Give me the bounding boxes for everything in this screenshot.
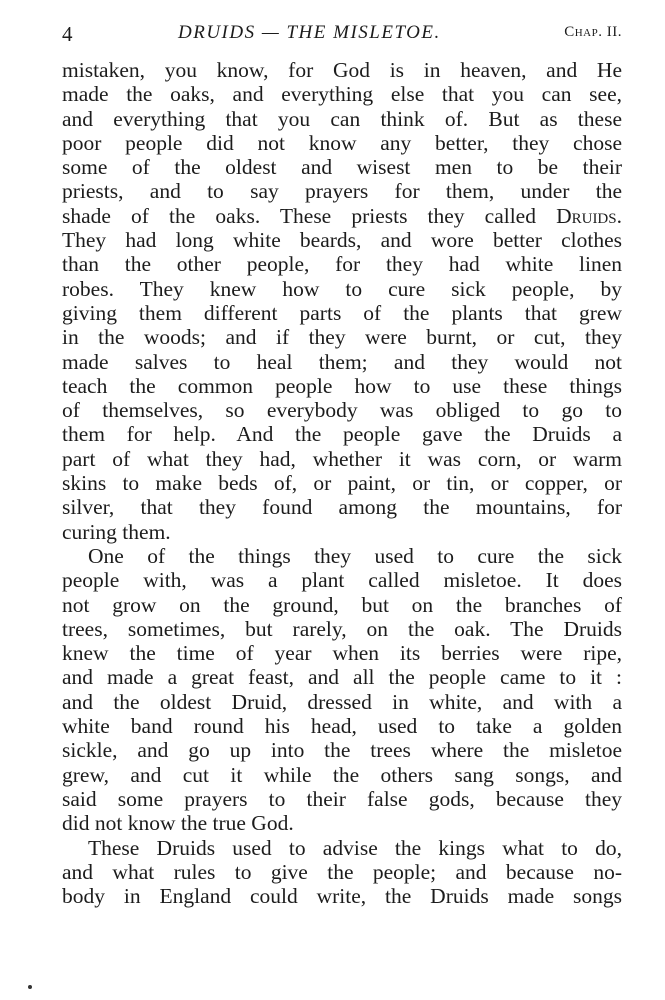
text-line: and everything that you can think of. But as these (62, 106, 622, 131)
text-line: mistaken, you know, for God is in heaven, and He (62, 58, 622, 82)
text-line: They had long white beards, and wore better clothes (62, 228, 622, 253)
text-line: teach the common people how to use these things (62, 373, 622, 398)
text-line: of themselves, so everybody was obliged to go to (62, 398, 622, 423)
text-line: These Druids used to advise the kings what to do, (88, 835, 622, 860)
text-line: priests, and to say prayers for them, under the (62, 179, 622, 204)
print-speck (28, 985, 32, 989)
text-line: silver, that they found among the mountains, for (62, 495, 622, 520)
text-line: knew the time of year when its berries were ripe, (62, 641, 622, 666)
small-caps-term: Druids. (556, 203, 622, 228)
text-line: trees, sometimes, but rarely, on the oak. The Druids (62, 616, 622, 641)
text-line: skins to make beds of, or paint, or tin, or copper, or (62, 471, 622, 496)
running-title: DRUIDS — THE MISLETOE. (178, 22, 441, 43)
text-line: and what rules to give the people; and because no- (62, 859, 622, 884)
text-line: curing them. (62, 519, 171, 544)
text-line: people with, was a plant called misletoe. It does (62, 568, 622, 593)
text-line: grew, and cut it while the others sang songs, and (62, 762, 622, 787)
text-line: made salves to heal them; and they would not (62, 349, 622, 374)
text-line: than the other people, for they had white linen (62, 252, 622, 277)
text-line: part of what they had, whether it was corn, or warm (62, 446, 622, 471)
text-line: shade of the oaks. These priests they called Druids. (62, 203, 622, 228)
text-line: them for help. And the people gave the Druids a (62, 422, 622, 447)
text-line: white band round his head, used to take a golden (62, 714, 622, 739)
text-line: and made a great feast, and all the people came to it : (62, 665, 622, 690)
text-line: sickle, and go up into the trees where the misletoe (62, 738, 622, 763)
running-head (62, 20, 622, 48)
text-line: in the woods; and if they were burnt, or cut, they (62, 325, 622, 350)
text-line: body in England could write, the Druids made songs (62, 884, 622, 909)
page-number: 4 (62, 22, 73, 46)
body-text (62, 58, 622, 908)
text-line: made the oaks, and everything else that you can see, (62, 82, 622, 107)
text-line: One of the things they used to cure the sick (88, 543, 622, 568)
text-line: said some prayers to their false gods, because they (62, 786, 622, 811)
text-line: giving them different parts of the plants that grew (62, 300, 622, 325)
text-line: some of the oldest and wisest men to be their (62, 155, 622, 180)
text-line: did not know the true God. (62, 811, 294, 836)
chapter-label: Chap. II. (564, 24, 622, 40)
text-line: robes. They knew how to cure sick people, by (62, 276, 622, 301)
text-line: poor people did not know any better, they chose (62, 130, 622, 155)
text-line: and the oldest Druid, dressed in white, and with a (62, 689, 622, 714)
text-line: not grow on the ground, but on the branches of (62, 592, 622, 617)
